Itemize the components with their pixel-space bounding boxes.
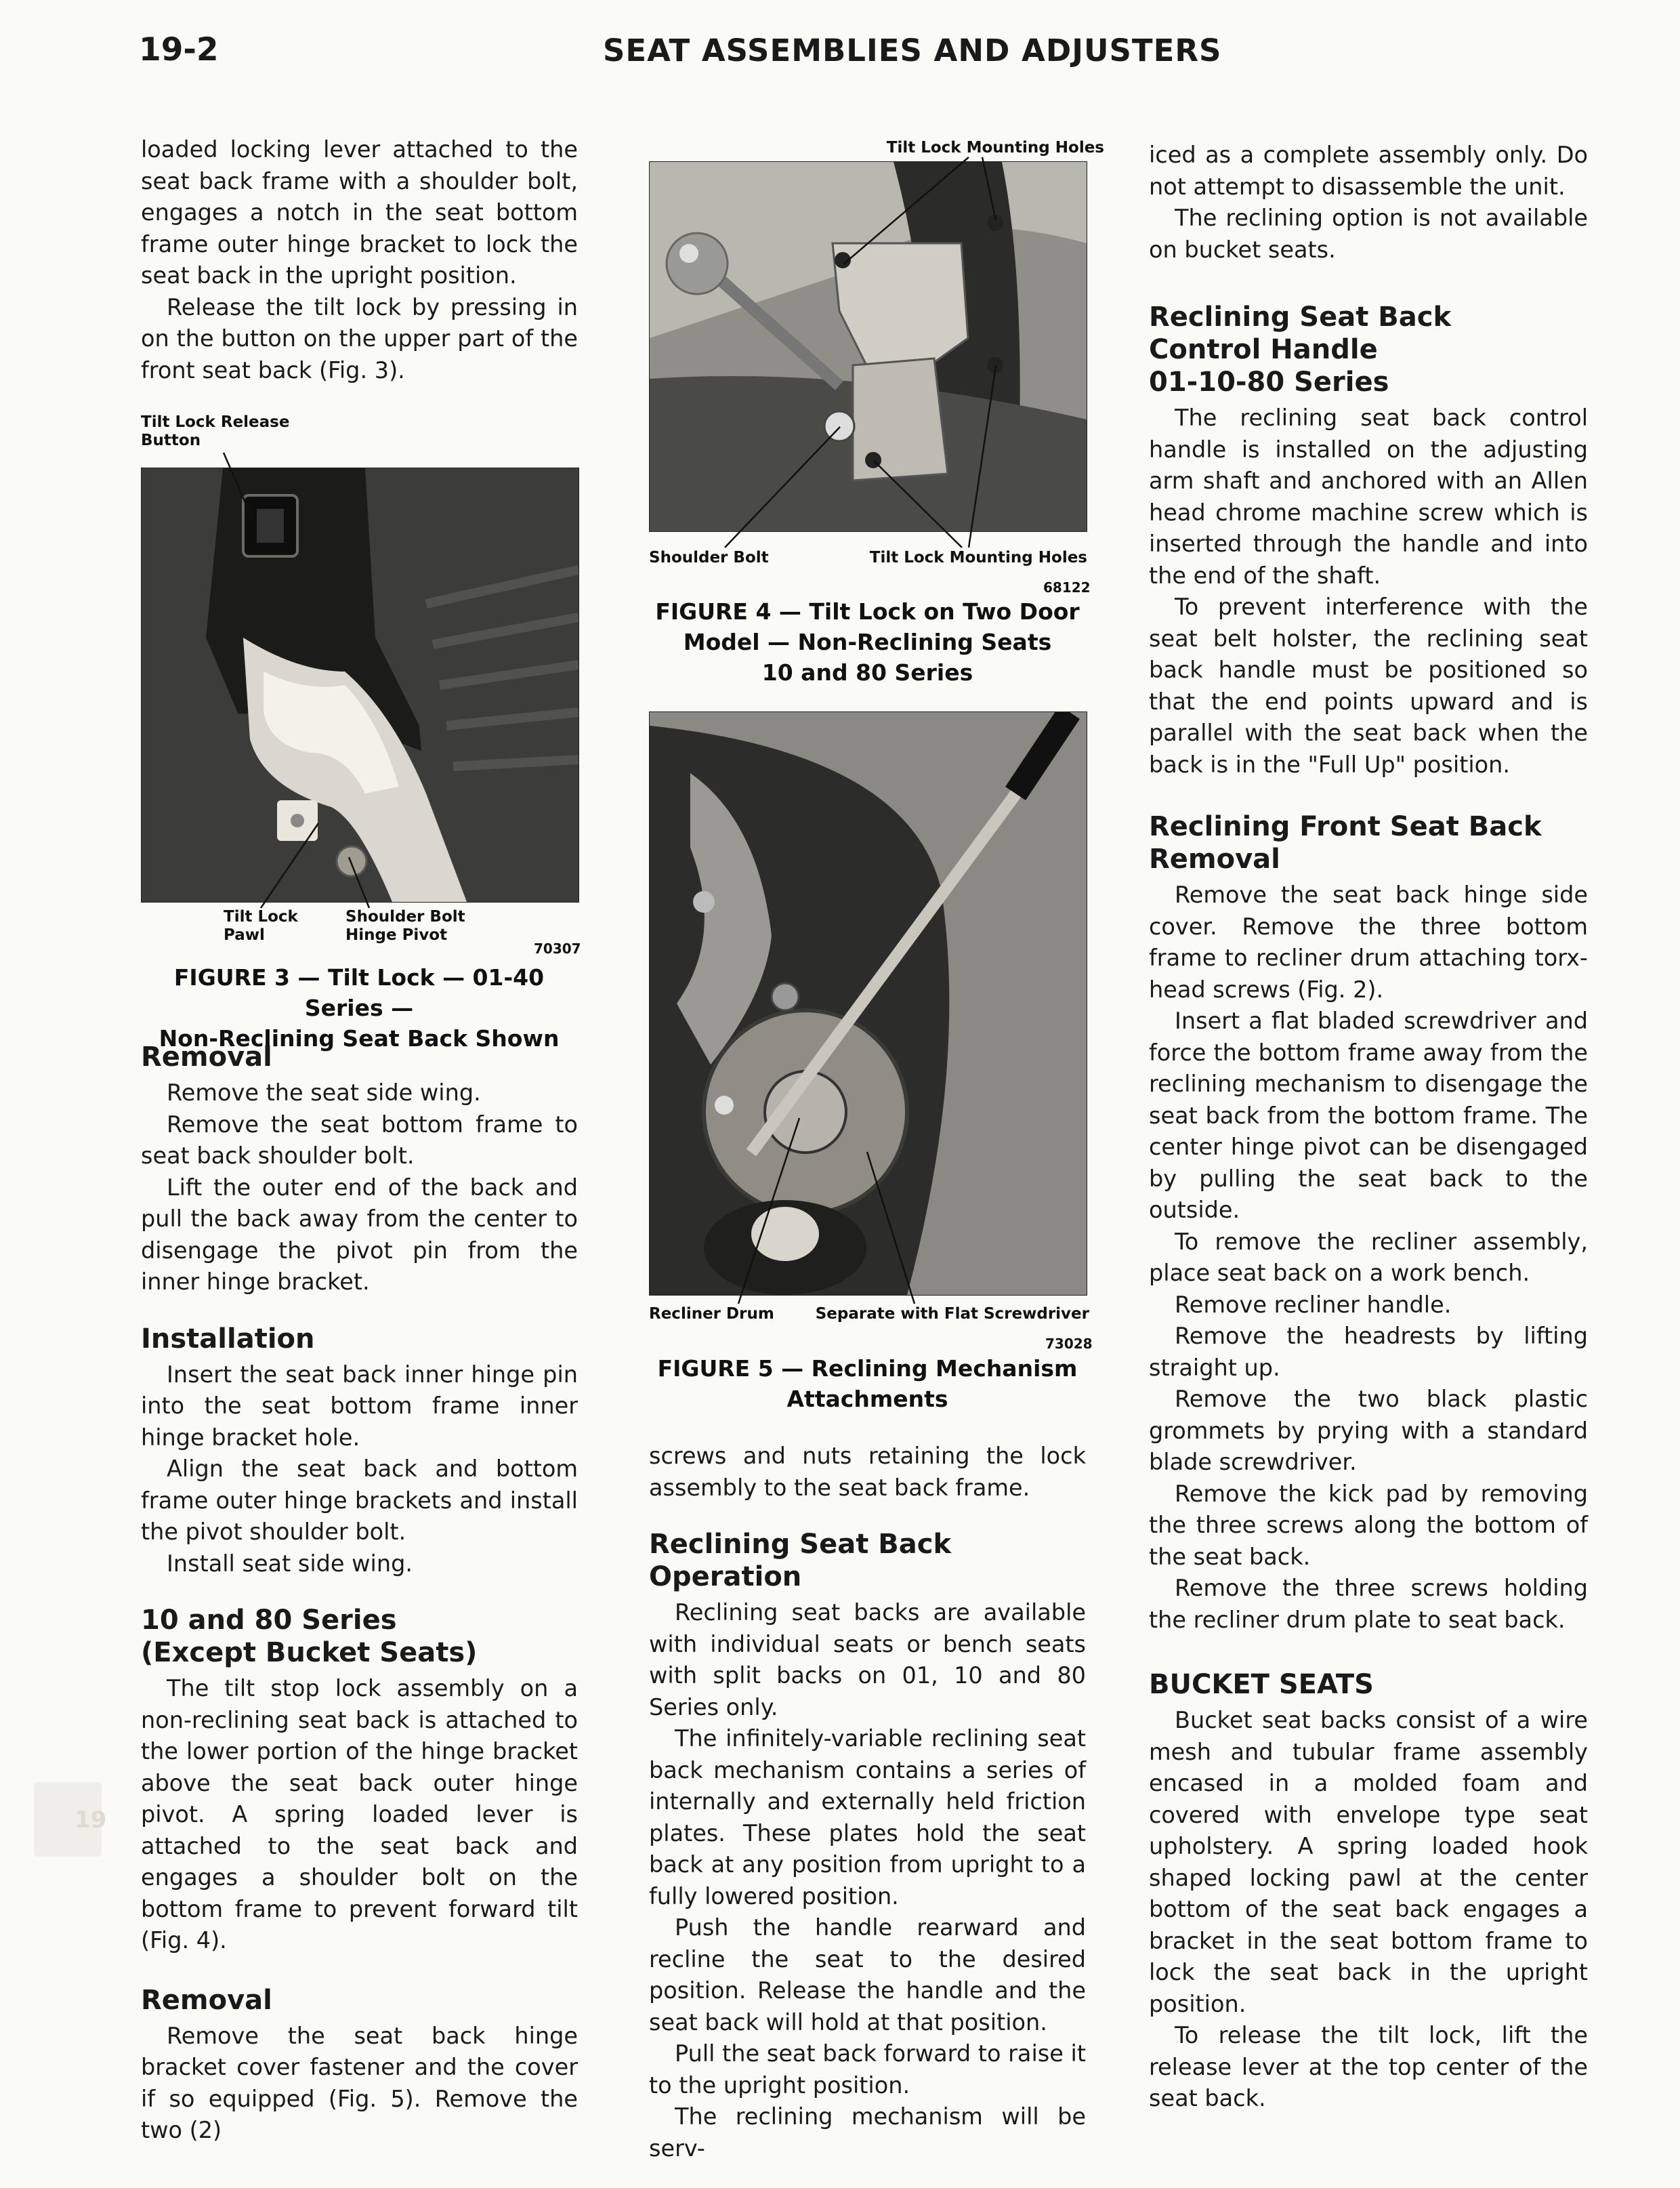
paragraph: Bucket seat backs consist of a wire mesh and tubular frame assembly encased in a molded foam and covered with envelope type seat upholstery. A spring loaded hook shaped locking pawl at the center bottom of the seat back engages a bracket in the seat bottom frame to lock the seat back in the upright position. (1149, 1707, 1588, 2017)
heading-line: (Except Bucket Seats) (141, 1637, 478, 1668)
paragraph: Align the seat back and bottom frame outer hinge brackets and install the pivot shoulder bolt. (141, 1456, 578, 1545)
heading-control-handle (1149, 301, 1588, 398)
paragraph: Remove the seat back hinge side cover. Remove the three bottom frame to recliner drum attaching torx-head screws (Fig. 2). (1149, 882, 1588, 1003)
paragraph: Push the handle rearward and recline the seat to the desired position. Release the handle and the seat back will hold at that position. (649, 1914, 1086, 2036)
figure3-label-pawl: Tilt Lock Pawl (224, 908, 298, 944)
heading-line: Reclining Front Seat Back (1149, 811, 1542, 842)
page-title: SEAT ASSEMBLIES AND ADJUSTERS (603, 33, 1222, 68)
heading-line: 10 and 80 Series (141, 1605, 397, 1636)
figure4-label-top: Tilt Lock Mounting Holes (886, 139, 1104, 157)
heading-line: Reclining Seat Back (1149, 302, 1452, 333)
figure3-caption (132, 962, 586, 1054)
column-1-top (141, 134, 578, 386)
paragraph: The reclining option is not available on bucket seats. (1149, 205, 1588, 263)
figure4-label-bolt: Shoulder Bolt (649, 549, 769, 566)
figure3-caption-line: Non-Reclining Seat Back Shown (159, 1025, 560, 1052)
figure3-photo-image (142, 468, 579, 902)
figure5-number: 73028 (1045, 1336, 1093, 1352)
figure5-photo (649, 711, 1087, 1296)
figure5-caption (649, 1353, 1086, 1414)
paragraph: iced as a complete assembly only. Do not attempt to disassemble the unit. (1149, 142, 1588, 200)
paragraph: loaded locking lever attached to the seat back frame with a shoulder bolt, engages a notch in the seat bottom frame outer hinge bracket to lock the seat back in the upright position. (141, 136, 578, 289)
paragraph: Insert a flat bladed screwdriver and force the bottom frame away from the reclining mechanism to disengage the seat back from the bottom frame. The center hinge pivot can be disengaged by pulling the seat back to the outside. (1149, 1008, 1588, 1223)
section-tab (34, 1782, 107, 1857)
figure4-caption-line: Model — Non-Reclining Seats (683, 629, 1052, 655)
heading-line: Control Handle (1149, 334, 1378, 365)
paragraph: screws and nuts retaining the lock assembly to the seat back frame. (649, 1443, 1086, 1501)
paragraph: To release the tilt lock, lift the release lever at the top center of the seat back. (1149, 2022, 1588, 2111)
figure4-caption-line: 10 and 80 Series (761, 659, 973, 686)
paragraph: The reclining mechanism will be serv- (649, 2103, 1086, 2162)
heading-10-80-series (141, 1604, 578, 1669)
figure4-caption (649, 596, 1086, 688)
paragraph: Remove the kick pad by removing the three screws along the bottom of the seat back. (1149, 1480, 1588, 1570)
paragraph: Pull the seat back forward to raise it to the upright position. (649, 2040, 1086, 2099)
paragraph: Remove the headrests by lifting straight up. (1149, 1323, 1588, 1381)
paragraph: Remove the two black plastic grommets by prying with a standard blade screwdriver. (1149, 1386, 1588, 1475)
paragraph: Remove the seat bottom frame to seat back shoulder bolt. (141, 1111, 578, 1169)
figure4-label-holes: Tilt Lock Mounting Holes (869, 549, 1087, 566)
figure5-label-drum: Recliner Drum (649, 1305, 774, 1323)
paragraph: Release the tilt lock by pressing in on the button on the upper part of the front seat back (Fig. 3). (141, 293, 578, 384)
heading-reclining-front-removal (1149, 810, 1588, 875)
paragraph: Reclining seat backs are available with individual seats or bench seats with split backs on 01, 10 and 80 Series only. (649, 1599, 1086, 1720)
figure3-label-pivot: Shoulder Bolt Hinge Pivot (345, 908, 465, 944)
figure4-photo (649, 161, 1087, 532)
heading-line: 01-10-80 Series (1149, 367, 1389, 398)
paragraph: Remove the seat back hinge bracket cover fastener and the cover if so equipped (Fig. 5). Remove the two (2) (141, 2022, 578, 2143)
figure5-caption-line: FIGURE 5 — Reclining Mechanism (657, 1355, 1078, 1382)
heading-reclining-operation: Reclining Seat Back Operation (649, 1529, 952, 1592)
paragraph: The tilt stop lock assembly on a non-reclining seat back is attached to the lower portion of the hinge bracket above the seat back outer hinge pivot. A spring loaded lever is attached to the seat back and engages a shoulder bolt on the bottom frame to prevent forward tilt (Fig. 4). (141, 1675, 578, 1954)
column-3 (1149, 140, 1588, 2115)
paragraph: Remove the seat side wing. (167, 1079, 481, 1106)
paragraph: To prevent interference with the seat belt holster, the reclining seat back handle must be positioned so that the end points upward and is parallel with the seat back when the back is in the "Full Up" position. (1149, 594, 1588, 778)
section-tab-label: 19 (75, 1807, 107, 1834)
column-2-text (649, 1441, 1086, 2164)
figure3-photo (141, 468, 579, 903)
paragraph: To remove the recliner assembly, place seat back on a work bench. (1149, 1228, 1588, 1286)
paragraph: The infinitely-variable reclining seat back mechanism contains a series of internally and externally held friction plates. These plates hold the seat back at any position from upright to a fully lowered position. (649, 1725, 1086, 1910)
heading-installation: Installation (141, 1323, 315, 1355)
heading-removal: Removal (141, 1041, 272, 1073)
column-1-bottom (141, 1041, 578, 2147)
heading-line: Removal (1149, 844, 1280, 875)
figure3-label-release-button: Tilt Lock Release Button (141, 413, 290, 449)
paragraph: Lift the outer end of the back and pull the back away from the center to disengage the pivot pin from the inner hinge bracket. (141, 1174, 578, 1295)
page-number: 19-2 (139, 31, 219, 68)
figure4-caption-line: FIGURE 4 — Tilt Lock on Two Door (655, 598, 1080, 625)
paragraph: Remove recliner handle. (1175, 1291, 1452, 1318)
figure3-number: 70307 (534, 941, 581, 957)
paragraph: Remove the three screws holding the recliner drum plate to seat back. (1149, 1575, 1588, 1633)
paragraph: The reclining seat back control handle is installed on the adjusting arm shaft and anchored with an Allen head chrome machine screw which is inserted through the handle and into the end of the shaft. (1149, 405, 1588, 589)
figure5-caption-line: Attachments (786, 1386, 948, 1412)
paragraph: Install seat side wing. (167, 1550, 413, 1577)
heading-bucket-seats: BUCKET SEATS (1149, 1669, 1374, 1700)
figure5-label-separate: Separate with Flat Screwdriver (815, 1305, 1089, 1323)
figure3-caption-line: FIGURE 3 — Tilt Lock — 01-40 Series — (173, 964, 545, 1021)
figure4-photo-image (650, 162, 1087, 531)
paragraph: Insert the seat back inner hinge pin into the seat bottom frame inner hinge bracket hole. (141, 1361, 578, 1451)
heading-removal-2: Removal (141, 1984, 272, 2016)
figure5-photo-image (650, 712, 1087, 1295)
figure4-number: 68122 (1043, 579, 1091, 596)
